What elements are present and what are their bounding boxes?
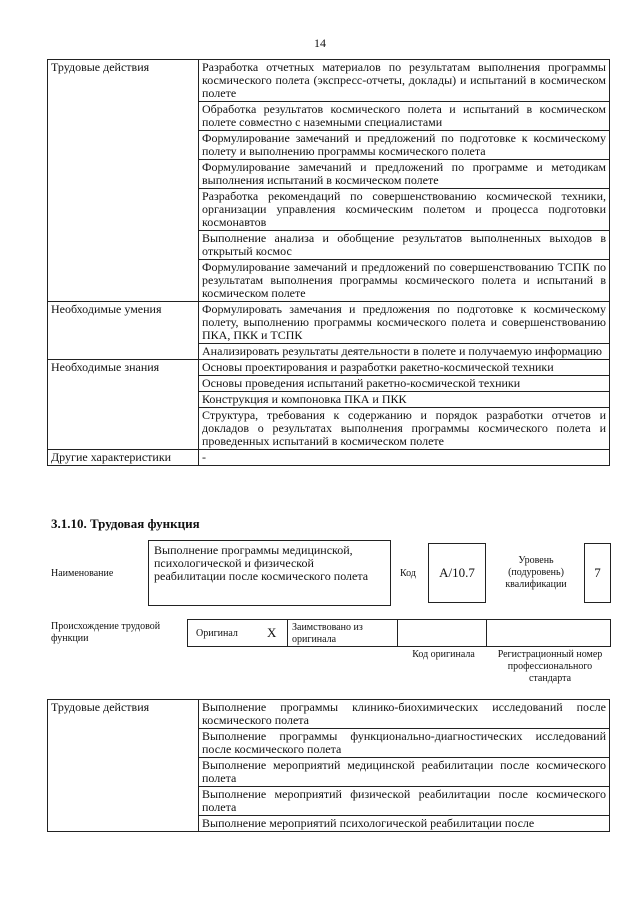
code-original-cell <box>397 619 487 647</box>
code-original-caption: Код оригинала <box>412 649 475 660</box>
reg-number-caption: Регистрационный номер профессионального стандарта <box>497 649 603 684</box>
row-group-label: Трудовые действия <box>48 700 199 832</box>
table-cell: - <box>199 450 610 466</box>
reg-number-cell <box>486 619 611 647</box>
table-cell: Основы проектирования и разработки ракетно-космической техники <box>199 360 610 376</box>
name-label: Наименование <box>51 568 114 579</box>
section-title: 3.1.10. Трудовая функция <box>51 516 200 531</box>
table-cell: Формулировать замечания и предложения по подготовке к космическому полету, выполнению программы космического полета и совершенствованию ПКА, ПКК и ТСПК <box>199 302 610 344</box>
original-cell <box>187 619 288 647</box>
table-cell: Разработка рекомендаций по совершенствованию космической техники, организации управления космическим полетом и процесса подготовки космонавтов <box>199 189 610 231</box>
table-row <box>48 360 610 376</box>
labor-actions-table <box>47 699 610 832</box>
row-group-label: Другие характеристики <box>48 450 199 466</box>
table-cell: Выполнение мероприятий физической реабилитации после космического полета <box>199 787 610 816</box>
table-row <box>48 302 610 344</box>
table-cell: Формулирование замечаний и предложений по подготовке к космическому полету и выполнению программы космического полета <box>199 131 610 160</box>
table-cell: Выполнение мероприятий психологической реабилитации после <box>199 816 610 832</box>
table-cell: Основы проведения испытаний ракетно-космической техники <box>199 376 610 392</box>
origin-label: Происхождение трудовой функции <box>51 621 161 644</box>
page-number: 14 <box>314 36 326 50</box>
level-label: Уровень (подуровень) квалификации <box>505 555 567 590</box>
table-cell: Выполнение анализа и обобщение результатов выполненных выходов в открытый космос <box>199 231 610 260</box>
row-group-label: Необходимые умения <box>48 302 199 360</box>
table-cell: Конструкция и компоновка ПКА и ПКК <box>199 392 610 408</box>
row-group-label: Необходимые знания <box>48 360 199 450</box>
code-value-box: А/10.7 <box>428 543 486 603</box>
table-cell: Анализировать результаты деятельности в полете и получаемую информацию <box>199 344 610 360</box>
original-mark: X <box>267 625 277 640</box>
table-row <box>48 450 610 466</box>
labor-function-table-continued <box>47 59 610 466</box>
table-cell: Структура, требования к содержанию и порядок разработки отчетов и докладов о результатах выполнения программы космического полета и проведенных испытаний в космическом полете <box>199 408 610 450</box>
table-cell: Разработка отчетных материалов по результатам выполнения программы космического полета (экспресс-отчеты, доклады) и испытаний в космическом полете <box>199 60 610 102</box>
table-row <box>48 60 610 102</box>
level-value-box: 7 <box>584 543 611 603</box>
table-cell: Выполнение программы функционально-диагностических исследований после космического полета <box>199 729 610 758</box>
table-cell: Выполнение программы клинико-биохимических исследований после космического полета <box>199 700 610 729</box>
table-cell: Обработка результатов космического полета и испытаний в космическом полете совместно с наземными специалистами <box>199 102 610 131</box>
original-label: Оригинал <box>196 628 238 639</box>
code-label: Код <box>400 568 416 579</box>
row-group-label: Трудовые действия <box>48 60 199 302</box>
borrowed-cell: Заимствовано из оригинала <box>287 619 398 647</box>
table-cell: Формулирование замечаний и предложений по совершенствованию ТСПК по результатам выполнения программы космического полета и испытаний в космическом полете <box>199 260 610 302</box>
table-cell: Выполнение мероприятий медицинской реабилитации после космического полета <box>199 758 610 787</box>
function-name-box: Выполнение программы медицинской, психологической и физической реабилитации после космического полета <box>148 540 391 606</box>
table-row <box>48 700 610 729</box>
table-cell: Формулирование замечаний и предложений по программе и методикам выполнения испытаний в космическом полете <box>199 160 610 189</box>
